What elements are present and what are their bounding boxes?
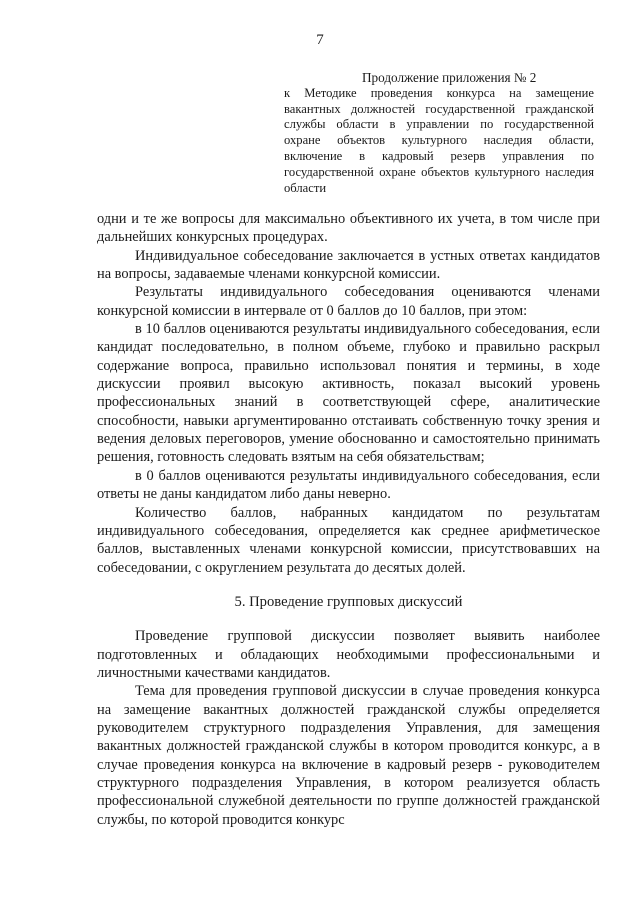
document-body	[97, 210, 600, 829]
appendix-description: к Методике проведения конкурса на замещение вакантных должностей государственной гражданской службы области в управлении по государственной охране объектов культурного наследия области, включение в кадровый резерв управления по государственной охране объектов культурного наследия области	[284, 85, 594, 195]
appendix-block	[284, 70, 594, 196]
paragraph: Результаты индивидуального собеседования оцениваются членами конкурсной комиссии в интервале от 0 баллов до 10 баллов, при этом:	[97, 284, 600, 319]
section-title: 5. Проведение групповых дискуссий	[234, 593, 463, 610]
paragraph: в 0 баллов оцениваются результаты индивидуального собеседования, если ответы не даны кандидатом либо даны неверно.	[97, 467, 600, 503]
paragraph-continuation: одни и те же вопросы для максимально объективного их учета, в том числе при дальнейших конкурсных процедурах.	[97, 211, 600, 246]
paragraph: Тема для проведения групповой дискуссии в случае проведения конкурса на замещение вакантных должностей гражданской службы определяется руководителем структурного подразделения Управления, для замещения вакантных должностей гражданской службы в котором проводится конкурс, а в случае проведения конкурса на включение в кадровый резерв - руководителем структурного подразделения Управления, в котором реализуется область профессиональной служебной деятельности по группе должностей гражданской службы, по которой проводится конкурс	[97, 683, 600, 828]
paragraph: Индивидуальное собеседование заключается в устных ответах кандидатов на вопросы, задаваемые членами конкурсной комиссии.	[97, 247, 600, 283]
paragraph: Количество баллов, набранных кандидатом по результатам индивидуального собеседования, определяется как среднее арифметическое баллов, выставленных членами конкурсной комиссии, присутствовавших на собеседовании, с округлением результата до десятых долей.	[97, 504, 600, 576]
paragraph: в 10 баллов оцениваются результаты индивидуального собеседования, если кандидат последовательно, в полном объеме, глубоко и правильно раскрыл содержание вопроса, правильно использовал понятия и термины, в ходе дискуссии проявил высокую активность, показал высокий уровень профессиональных знаний в соответствующей сфере, аналитические способности, навыки аргументированно отстаивать собственную точку зрения и ведения деловых переговоров, умение обоснованно и самостоятельно принимать решения, готовность следовать взятым на себя обязательствам;	[97, 321, 600, 466]
page-number: 7	[316, 32, 324, 48]
paragraph: Проведение групповой дискуссии позволяет выявить наиболее подготовленных и обладающих необходимыми профессиональными и личностными качествами кандидатов.	[97, 628, 600, 681]
appendix-heading: Продолжение приложения № 2	[362, 70, 537, 85]
